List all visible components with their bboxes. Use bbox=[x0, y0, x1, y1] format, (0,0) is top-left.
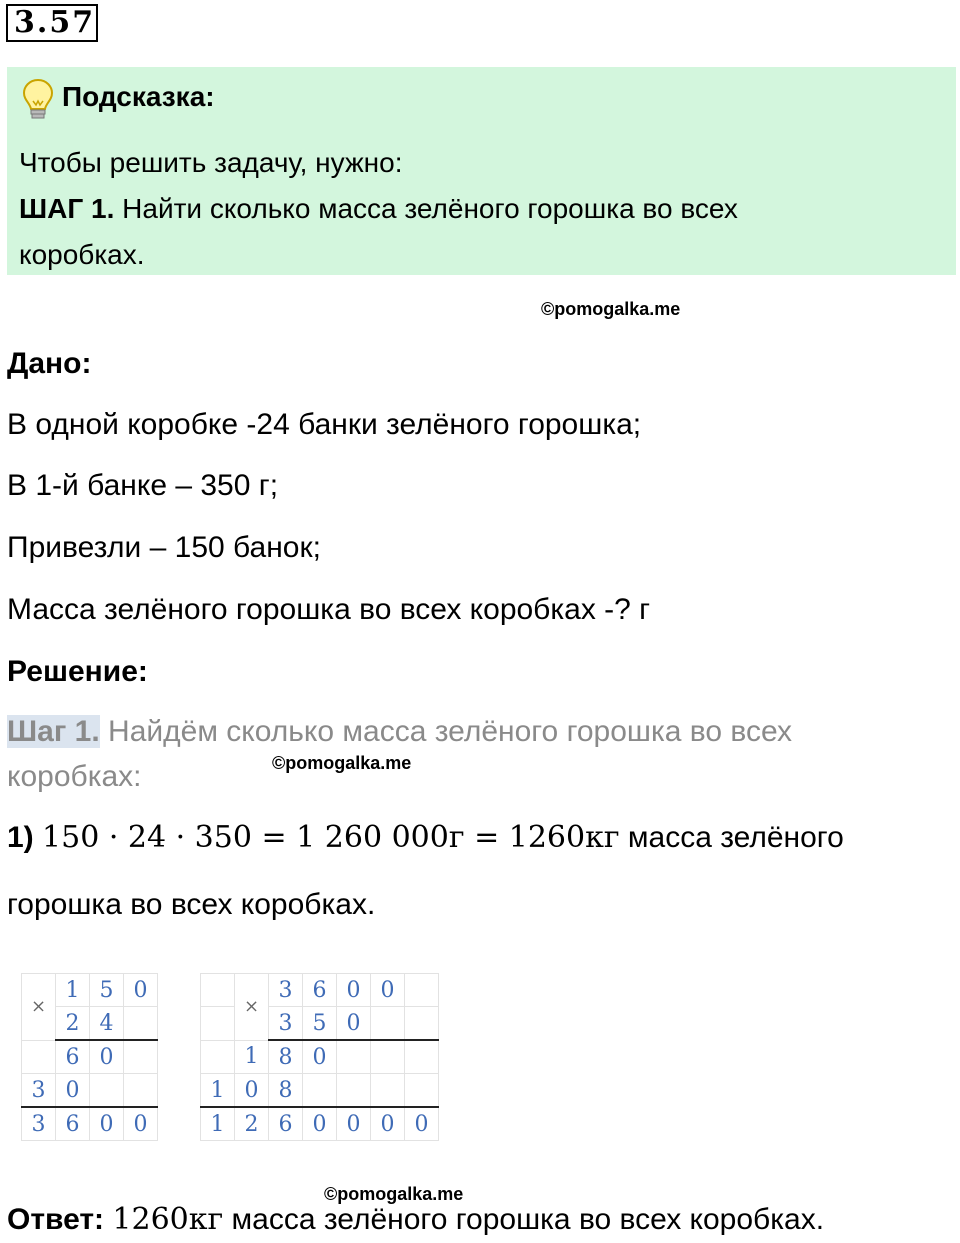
watermark: ©pomogalka.me bbox=[272, 753, 412, 773]
solution-step-text: Найдём сколько масса зелёного горошка во всех bbox=[99, 715, 793, 748]
multiply-sign: × bbox=[235, 974, 269, 1041]
digit-cell: 2 bbox=[56, 1007, 90, 1041]
solution-step-label: Шаг 1. bbox=[7, 715, 100, 748]
hint-step bbox=[19, 186, 738, 232]
digit-cell: 5 bbox=[303, 1007, 337, 1041]
digit-cell: 0 bbox=[337, 1107, 371, 1141]
digit-cell: 0 bbox=[371, 1107, 405, 1141]
digit-cell bbox=[90, 1074, 124, 1108]
digit-cell: 6 bbox=[269, 1107, 303, 1141]
digit-cell bbox=[201, 974, 235, 1007]
watermark: ©pomogalka.me bbox=[541, 299, 681, 319]
digit-cell bbox=[303, 1074, 337, 1108]
hint-title: Подсказка: bbox=[62, 81, 215, 112]
digit-cell: 5 bbox=[90, 974, 124, 1007]
digit-cell: 2 bbox=[235, 1107, 269, 1141]
digit-cell: 8 bbox=[269, 1074, 303, 1108]
lightbulb-icon bbox=[21, 77, 55, 121]
digit-cell bbox=[124, 1040, 158, 1074]
digit-cell: 1 bbox=[56, 974, 90, 1007]
digit-cell bbox=[337, 1074, 371, 1108]
digit-cell bbox=[337, 1040, 371, 1074]
digit-cell: 0 bbox=[124, 974, 158, 1007]
digit-cell bbox=[201, 1040, 235, 1074]
digit-cell bbox=[201, 1007, 235, 1041]
digit-cell: 0 bbox=[337, 974, 371, 1007]
answer-label: Ответ: bbox=[7, 1203, 105, 1236]
given-line: Масса зелёного горошка во всех коробках -? г bbox=[7, 593, 651, 626]
answer-text: масса зелёного горошка во всех коробках. bbox=[223, 1203, 825, 1236]
digit-cell bbox=[124, 1074, 158, 1108]
calc-table-2 bbox=[200, 973, 439, 1141]
digit-cell bbox=[371, 1074, 405, 1108]
item-number: 1) bbox=[7, 821, 34, 854]
given-line: В одной коробке -24 банки зелёного горошка; bbox=[7, 408, 642, 441]
digit-cell: 1 bbox=[201, 1074, 235, 1108]
answer-line bbox=[7, 1200, 824, 1240]
digit-cell: 0 bbox=[303, 1107, 337, 1141]
digit-cell: 4 bbox=[90, 1007, 124, 1041]
digit-cell: 6 bbox=[303, 974, 337, 1007]
digit-cell bbox=[405, 1007, 439, 1041]
digit-cell: 3 bbox=[269, 1007, 303, 1041]
hint-step-label: ШАГ 1. bbox=[19, 193, 115, 224]
digit-cell: 6 bbox=[56, 1040, 90, 1074]
digit-cell: 3 bbox=[269, 974, 303, 1007]
digit-cell bbox=[124, 1007, 158, 1041]
calc-table-1 bbox=[21, 973, 158, 1141]
digit-cell: 3 bbox=[22, 1074, 56, 1108]
task-number: 3.57 bbox=[6, 4, 98, 42]
formula: 150 · 24 · 350 = 1 260 000г = 1260кг bbox=[42, 820, 620, 855]
digit-cell: 0 bbox=[405, 1107, 439, 1141]
solution-step bbox=[7, 712, 792, 752]
given-title: Дано: bbox=[7, 347, 92, 380]
hint-box bbox=[7, 67, 956, 275]
digit-cell: 3 bbox=[22, 1107, 56, 1141]
digit-cell: 0 bbox=[124, 1107, 158, 1141]
digit-cell bbox=[405, 1040, 439, 1074]
given-line: В 1-й банке – 350 г; bbox=[7, 469, 279, 502]
digit-cell: 0 bbox=[303, 1040, 337, 1074]
digit-cell bbox=[405, 1074, 439, 1108]
digit-cell bbox=[371, 1007, 405, 1041]
digit-cell: 0 bbox=[371, 974, 405, 1007]
digit-cell bbox=[405, 974, 439, 1007]
solution-formula-line bbox=[7, 818, 844, 858]
multiply-sign: × bbox=[22, 974, 56, 1041]
hint-step-cont: коробках. bbox=[19, 239, 145, 270]
formula-cont: горошка во всех коробках. bbox=[7, 888, 376, 921]
digit-cell bbox=[22, 1040, 56, 1074]
digit-cell: 6 bbox=[56, 1107, 90, 1141]
solution-step-cont: коробках: bbox=[7, 760, 142, 793]
digit-cell: 0 bbox=[90, 1040, 124, 1074]
digit-cell: 1 bbox=[201, 1107, 235, 1141]
digit-cell: 0 bbox=[235, 1074, 269, 1108]
answer-value: 1260кг bbox=[112, 1202, 224, 1237]
digit-cell: 0 bbox=[56, 1074, 90, 1108]
given-line: Привезли – 150 банок; bbox=[7, 531, 321, 564]
hint-step-text: Найти сколько масса зелёного горошка во всех bbox=[114, 193, 738, 224]
hint-line: Чтобы решить задачу, нужно: bbox=[19, 147, 403, 178]
solution-title: Решение: bbox=[7, 655, 148, 688]
formula-tail: масса зелёного bbox=[619, 821, 844, 854]
digit-cell: 0 bbox=[337, 1007, 371, 1041]
digit-cell: 8 bbox=[269, 1040, 303, 1074]
digit-cell: 1 bbox=[235, 1040, 269, 1074]
watermark: ©pomogalka.me bbox=[324, 1184, 464, 1204]
digit-cell bbox=[371, 1040, 405, 1074]
digit-cell: 0 bbox=[90, 1107, 124, 1141]
